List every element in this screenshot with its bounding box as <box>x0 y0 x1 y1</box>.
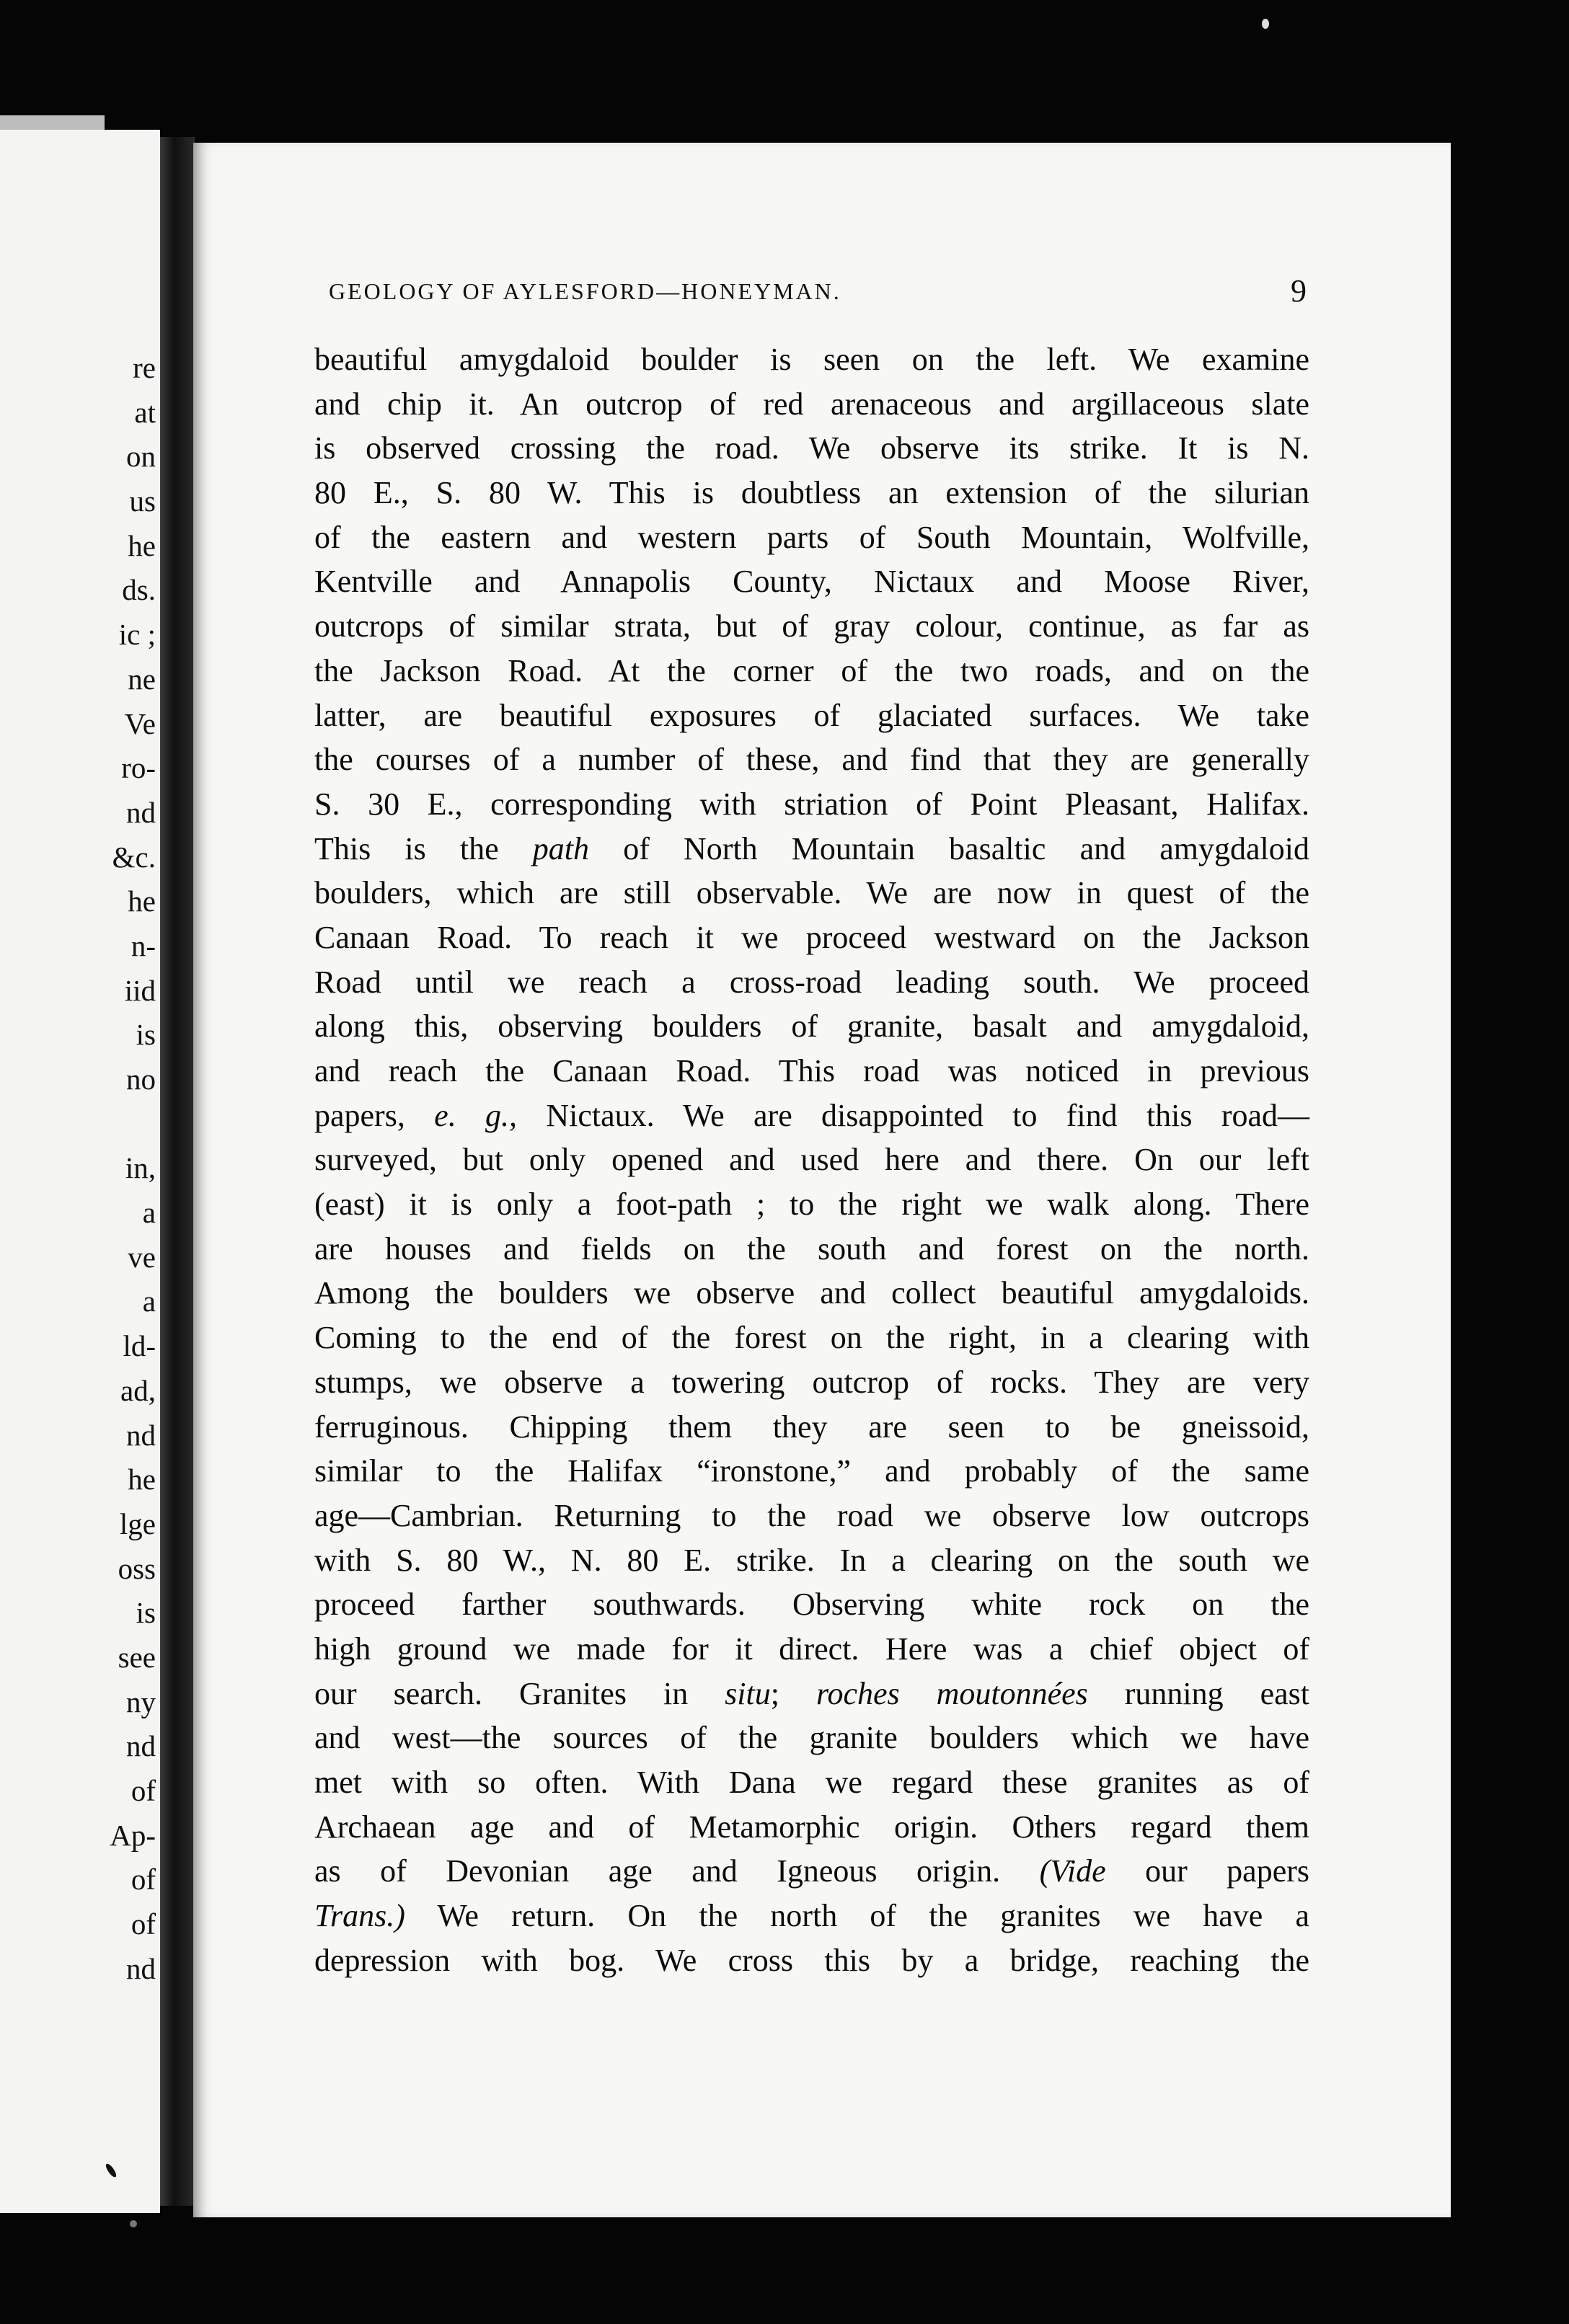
prev-line: nd <box>126 795 156 829</box>
book-gutter <box>160 137 195 2206</box>
text-line: surveyed, but only opened and used here and there. On our left <box>314 1142 1309 1178</box>
prev-line: in, <box>125 1151 156 1185</box>
prev-line: &c. <box>112 840 156 874</box>
text-line: outcrops of similar strata, but of gray colour, continue, as far as <box>314 608 1309 644</box>
prev-line: see <box>118 1640 156 1674</box>
prev-line: a <box>142 1285 156 1318</box>
text-line: ferruginous. Chipping them they are seen to be gneissoid, <box>314 1409 1309 1445</box>
text-line: Trans.) We return. On the north of the granites we have a <box>314 1898 1309 1934</box>
text-line: boulders, which are still observable. We are now in quest of the <box>314 875 1309 911</box>
text-line: and west—the sources of the granite boulders which we have <box>314 1720 1309 1756</box>
prev-line: he <box>128 884 156 918</box>
prev-line: a <box>142 1196 156 1230</box>
prev-line: re <box>133 351 156 384</box>
text-line: stumps, we observe a towering outcrop of rocks. They are very <box>314 1364 1309 1400</box>
text-line: is observed crossing the road. We observe its strike. It is N. <box>314 430 1309 466</box>
text-line: and reach the Canaan Road. This road was noticed in previous <box>314 1053 1309 1088</box>
prev-line: iid <box>124 973 156 1007</box>
prev-line: nd <box>126 1729 156 1763</box>
running-head: GEOLOGY OF AYLESFORD—HONEYMAN. <box>329 278 841 304</box>
text-line: along this, observing boulders of granite, basalt and amygdaloid, <box>314 1008 1309 1045</box>
text-line: This is the path of North Mountain basaltic and amygdaloid <box>314 830 1310 866</box>
text-line: the Jackson Road. At the corner of the two roads, and on the <box>314 652 1309 688</box>
text-line: latter, are beautiful exposures of glaciated surfaces. We take <box>314 697 1309 733</box>
prev-line: ic ; <box>118 618 156 652</box>
prev-line: n- <box>131 928 156 962</box>
scan-speck <box>130 2220 137 2227</box>
prev-line: oss <box>118 1551 156 1585</box>
prev-line: on <box>126 440 156 474</box>
prev-line: ds. <box>122 573 156 607</box>
prev-line: Ve <box>124 706 156 740</box>
prev-line: us <box>129 484 156 518</box>
text-line: proceed farther southwards. Observing white rock on the <box>314 1587 1309 1623</box>
text-line: are houses and fields on the south and forest on the north. <box>314 1230 1309 1267</box>
italic-term: path <box>532 830 590 866</box>
text-line: with S. 80 W., N. 80 E. strike. In a clearing on the south we <box>314 1542 1309 1578</box>
prev-line: of <box>131 1774 156 1807</box>
text-line: Canaan Road. To reach it we proceed westward on the Jackson <box>314 919 1309 955</box>
prev-line: of <box>131 1907 156 1941</box>
prev-line: ve <box>128 1240 156 1274</box>
prev-line: ad, <box>120 1373 156 1407</box>
text-line: met with so often. With Dana we regard these granites as of <box>314 1765 1309 1800</box>
prev-line: no <box>126 1063 156 1096</box>
text-line: (east) it is only a foot-path ; to the right we walk along. There <box>314 1187 1309 1223</box>
prev-line: he <box>128 1463 156 1496</box>
prev-line: at <box>134 395 156 429</box>
prev-line: of <box>131 1863 156 1897</box>
prev-line: Ap- <box>110 1818 156 1852</box>
italic-term: e. g., <box>434 1097 518 1133</box>
text-line: high ground we made for it direct. Here was a chief object of <box>314 1631 1309 1667</box>
text-line: similar to the Halifax “ironstone,” and probably of the same <box>314 1453 1309 1489</box>
prev-line: ld- <box>123 1329 156 1363</box>
italic-term: Trans.) <box>314 1898 405 1934</box>
text-line: S. 30 E., corresponding with striation of Point Pleasant, Halifax. <box>314 786 1309 822</box>
prev-line: ro- <box>121 751 156 785</box>
scan-speck <box>1262 19 1269 29</box>
text-line: and chip it. An outcrop of red arenaceous and argillaceous slate <box>314 386 1309 422</box>
prev-line: nd <box>126 1418 156 1452</box>
text-line: beautiful amygdaloid boulder is seen on the left. We examine <box>314 342 1309 377</box>
text-line: of the eastern and western parts of South Mountain, Wolfville, <box>314 519 1309 555</box>
text-line: Archaean age and of Metamorphic origin. Others regard them <box>314 1809 1309 1845</box>
previous-page <box>0 130 160 2213</box>
italic-term: situ <box>725 1675 771 1711</box>
italic-term: roches moutonnées <box>816 1675 1088 1711</box>
prev-line <box>0 1102 160 1147</box>
body-text <box>314 337 1309 1982</box>
prev-line: ny <box>126 1685 156 1718</box>
text-line: Among the boulders we observe and collect beautiful amygdaloids. <box>314 1275 1309 1311</box>
prev-line: lge <box>119 1507 156 1540</box>
text-line: 80 E., S. 80 W. This is doubtless an extension of the silurian <box>314 475 1309 511</box>
text-line: our search. Granites in situ; roches moutonnées running east <box>314 1675 1309 1711</box>
text-line: Kentville and Annapolis County, Nictaux and Moose River, <box>314 564 1309 600</box>
page-number: 9 <box>1291 273 1307 309</box>
prev-line: ne <box>128 662 156 696</box>
italic-term: (Vide <box>1039 1853 1106 1889</box>
text-line: Road until we reach a cross-road leading south. We proceed <box>314 964 1309 1000</box>
text-line: papers, e. g., Nictaux. We are disappointed to find this road— <box>314 1097 1310 1133</box>
text-line: depression with bog. We cross this by a bridge, reaching the <box>314 1942 1309 1978</box>
prev-line: is <box>136 1018 156 1052</box>
text-line: Coming to the end of the forest on the right, in a clearing with <box>314 1320 1309 1356</box>
prev-line: he <box>128 528 156 562</box>
prev-line: is <box>136 1596 156 1630</box>
previous-page-line-endings <box>0 346 160 1991</box>
text-line: as of Devonian age and Igneous origin. (Vide our papers <box>314 1853 1310 1889</box>
text-line: the courses of a number of these, and find that they are generally <box>314 742 1309 778</box>
text-line: age—Cambrian. Returning to the road we observe low outcrops <box>314 1497 1309 1533</box>
prev-line: nd <box>126 1951 156 1985</box>
